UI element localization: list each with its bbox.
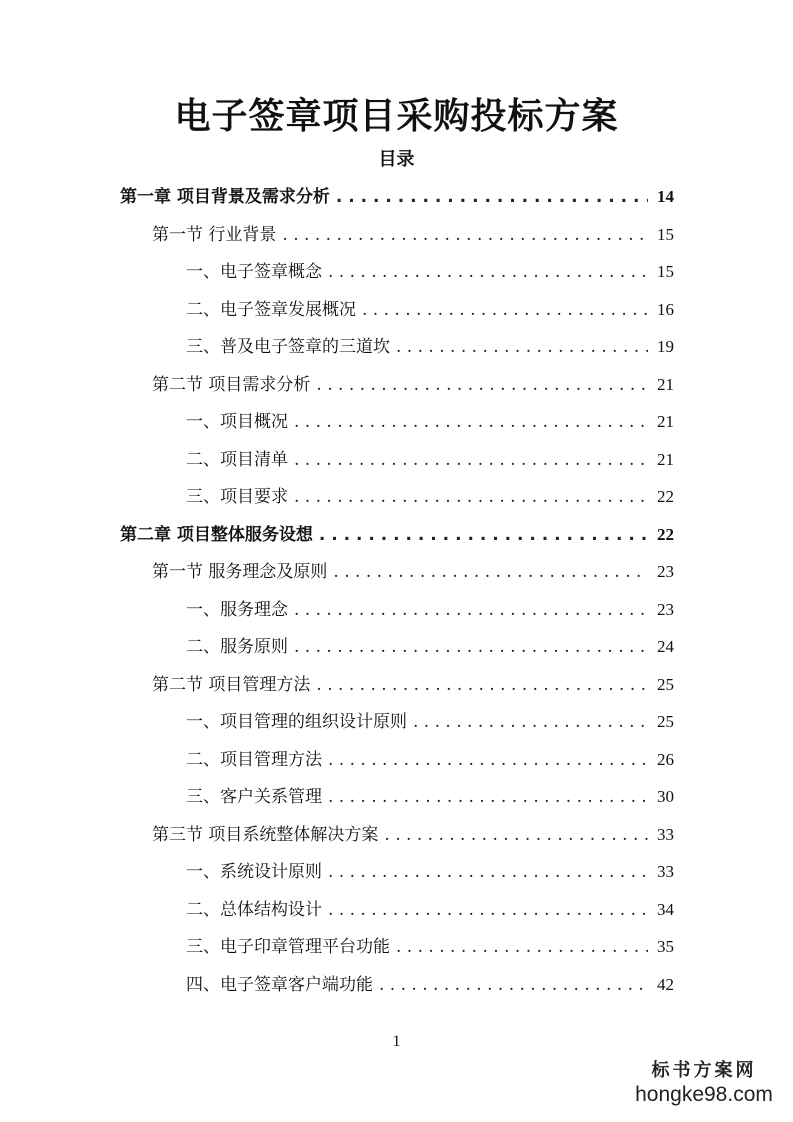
toc-entry[interactable] xyxy=(120,478,674,516)
toc-entry-page: 23 xyxy=(657,562,674,581)
toc-dot-leader xyxy=(396,929,648,967)
toc-entry-label: 一、系统设计原则 xyxy=(186,862,322,882)
toc-entry-page: 14 xyxy=(657,187,674,206)
toc-dot-leader xyxy=(328,742,648,780)
toc-entry-label: 三、项目要求 xyxy=(186,487,288,507)
toc-entry-page: 22 xyxy=(657,524,674,544)
toc-entry-label: 二、服务原则 xyxy=(186,637,288,657)
toc-entry[interactable] xyxy=(120,741,674,779)
toc-entry-label: 第一节 服务理念及原则 xyxy=(152,562,328,582)
toc-entry-label: 第一节 行业背景 xyxy=(152,224,277,245)
toc-entry-page: 21 xyxy=(657,412,674,431)
toc-entry-page: 15 xyxy=(657,262,674,281)
toc-entry[interactable] xyxy=(120,891,674,929)
toc-dot-leader xyxy=(328,254,648,292)
toc-dot-leader xyxy=(328,779,648,817)
toc-entry[interactable] xyxy=(120,966,674,1004)
watermark-name: 标书方案网 xyxy=(651,1060,757,1081)
toc-dot-leader xyxy=(294,442,648,480)
toc-entry-page: 19 xyxy=(657,337,674,356)
toc-entry[interactable] xyxy=(120,816,674,854)
toc-dot-leader xyxy=(294,479,648,517)
toc-entry[interactable] xyxy=(120,178,674,216)
toc-entry-page: 33 xyxy=(657,824,674,844)
toc-entry[interactable] xyxy=(120,253,674,291)
toc-entry-page: 42 xyxy=(657,974,674,994)
toc-entry[interactable] xyxy=(120,366,674,404)
toc-entry[interactable] xyxy=(120,928,674,966)
toc-dot-leader xyxy=(294,592,648,630)
toc-entry-page: 23 xyxy=(657,599,674,619)
toc-entry-label: 四、电子签章客户端功能 xyxy=(186,974,373,995)
toc-dot-leader xyxy=(294,629,648,667)
toc-dot-leader xyxy=(294,404,648,442)
table-of-contents xyxy=(120,178,674,1003)
toc-entry-label: 第二节 项目需求分析 xyxy=(152,374,311,395)
toc-dot-leader xyxy=(396,329,648,367)
toc-entry-page: 21 xyxy=(657,374,674,394)
toc-entry[interactable] xyxy=(120,778,674,816)
toc-entry[interactable] xyxy=(120,216,674,254)
toc-heading: 目录 xyxy=(378,149,415,170)
toc-entry-label: 第一章 项目背景及需求分析 xyxy=(120,187,330,207)
toc-entry[interactable] xyxy=(120,703,674,741)
toc-dot-leader xyxy=(328,892,648,930)
toc-entry[interactable] xyxy=(120,666,674,704)
toc-entry-label: 第三节 项目系统整体解决方案 xyxy=(152,824,379,845)
toc-dot-leader xyxy=(413,704,648,742)
toc-dot-leader xyxy=(336,179,648,217)
toc-entry-label: 一、项目管理的组织设计原则 xyxy=(186,712,407,732)
toc-entry-page: 33 xyxy=(657,862,674,881)
toc-entry-page: 26 xyxy=(657,749,674,769)
toc-entry-label: 三、客户关系管理 xyxy=(186,787,322,807)
toc-entry-page: 22 xyxy=(657,487,674,506)
toc-entry-label: 一、项目概况 xyxy=(186,412,288,432)
toc-entry-page: 21 xyxy=(657,449,674,469)
toc-entry-label: 一、服务理念 xyxy=(186,599,288,620)
toc-entry[interactable] xyxy=(120,403,674,441)
toc-entry[interactable] xyxy=(120,441,674,479)
toc-dot-leader xyxy=(333,554,648,592)
toc-entry-page: 16 xyxy=(657,299,674,319)
toc-entry[interactable] xyxy=(120,628,674,666)
toc-entry[interactable] xyxy=(120,553,674,591)
toc-entry-label: 二、总体结构设计 xyxy=(186,899,322,920)
page-number: 1 xyxy=(392,1033,401,1050)
toc-entry-label: 第二节 项目管理方法 xyxy=(152,674,311,695)
toc-entry-page: 35 xyxy=(657,937,674,956)
toc-dot-leader xyxy=(316,667,648,705)
toc-entry-page: 25 xyxy=(657,674,674,694)
document-title: 电子签章项目采购投标方案 xyxy=(174,96,619,137)
toc-dot-leader xyxy=(282,217,648,255)
toc-entry-page: 34 xyxy=(657,899,674,919)
toc-dot-leader xyxy=(362,292,648,330)
toc-entry-page: 25 xyxy=(657,712,674,731)
toc-entry-label: 二、项目管理方法 xyxy=(186,749,322,770)
toc-entry-label: 三、普及电子签章的三道坎 xyxy=(186,337,390,357)
toc-dot-leader xyxy=(328,854,648,892)
toc-dot-leader xyxy=(379,967,648,1005)
toc-entry-page: 24 xyxy=(657,637,674,656)
toc-dot-leader xyxy=(384,817,648,855)
toc-entry[interactable] xyxy=(120,516,674,554)
toc-entry[interactable] xyxy=(120,591,674,629)
watermark-url: hongke98.com xyxy=(635,1083,773,1106)
toc-entry-label: 三、电子印章管理平台功能 xyxy=(186,937,390,957)
watermark xyxy=(629,1060,779,1112)
toc-entry[interactable] xyxy=(120,291,674,329)
toc-entry-label: 第二章 项目整体服务设想 xyxy=(120,524,313,545)
toc-entry[interactable] xyxy=(120,328,674,366)
toc-entry-label: 二、项目清单 xyxy=(186,449,288,470)
toc-entry-page: 15 xyxy=(657,224,674,244)
toc-entry[interactable] xyxy=(120,853,674,891)
toc-dot-leader xyxy=(316,367,648,405)
toc-dot-leader xyxy=(319,517,648,555)
toc-entry-page: 30 xyxy=(657,787,674,806)
toc-entry-label: 二、电子签章发展概况 xyxy=(186,299,356,320)
toc-entry-label: 一、电子签章概念 xyxy=(186,262,322,282)
